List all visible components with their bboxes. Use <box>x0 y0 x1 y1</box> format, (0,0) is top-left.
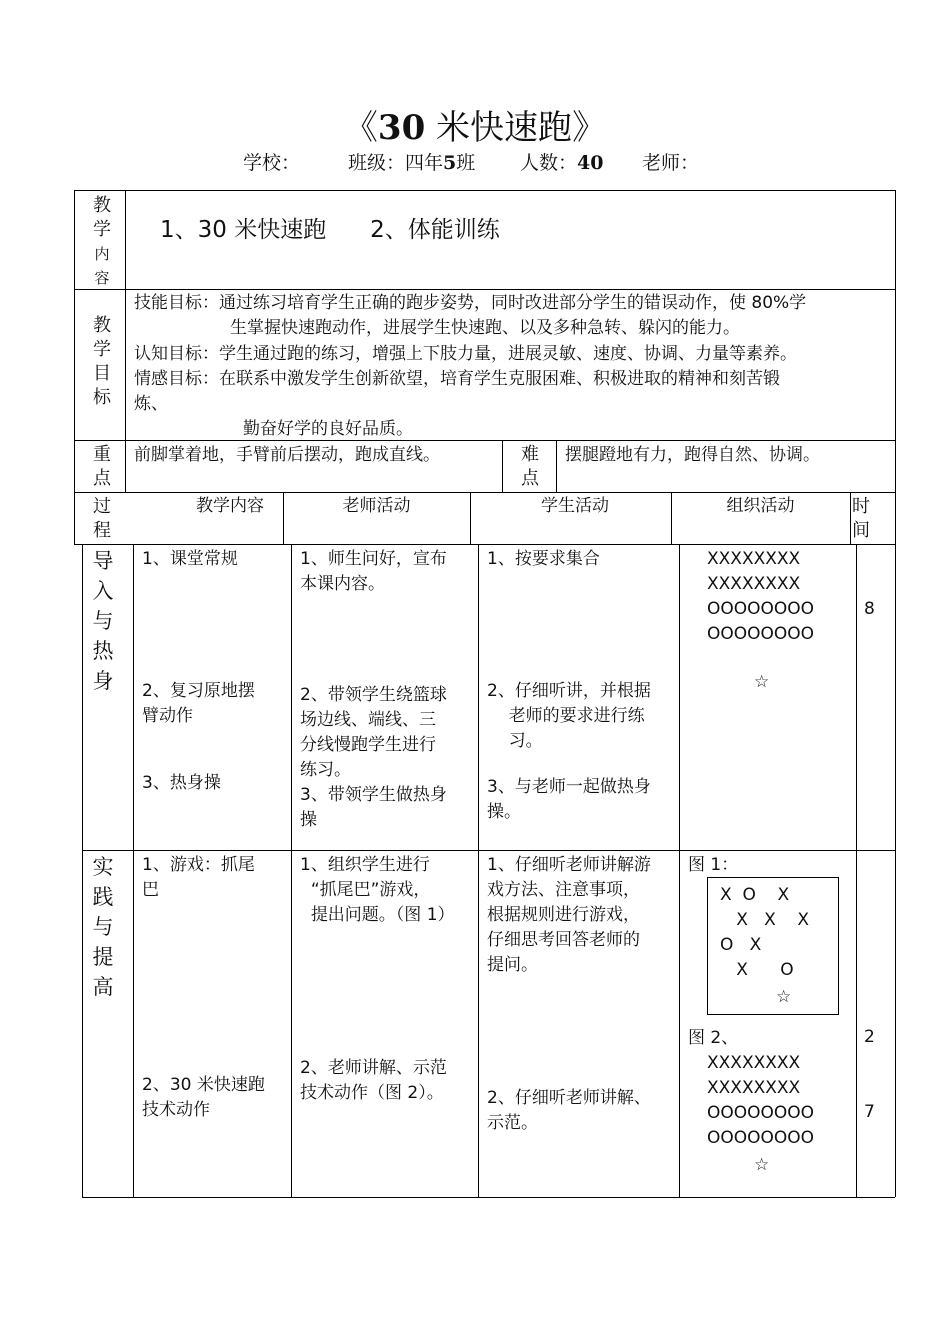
section1-content-1: 1、课堂常规 <box>142 549 238 569</box>
section1-teacher-1: 1、师生问好，宣布 本课内容。 <box>300 549 447 594</box>
goals-row-label <box>84 314 120 410</box>
label-char: 重 <box>93 444 111 465</box>
grid-line <box>74 440 895 441</box>
count-info <box>520 148 603 175</box>
count-value: 40 <box>577 152 604 174</box>
grid-line <box>679 544 680 1197</box>
figure1-row: X O <box>720 960 794 980</box>
skill-goal-line2: 生掌握快速跑动作，进展学生快速跑、以及多种急转、躲闪的能力。 <box>230 318 740 338</box>
figure2-row: XXXXXXXX <box>707 1053 801 1073</box>
grid-line <box>502 440 503 492</box>
grid-line <box>74 492 895 493</box>
section2-label <box>86 852 120 1002</box>
figure1-label: 图 1： <box>688 855 739 875</box>
grid-line <box>895 544 896 1197</box>
grid-line <box>74 289 895 290</box>
skill-goal-line1: 技能目标：通过练习培育学生正确的跑步姿势，同时改进部分学生的错误动作，使 80%学 <box>134 293 807 313</box>
label-char: 学 <box>93 339 111 360</box>
page-title <box>0 100 950 149</box>
grid-line <box>82 544 83 1197</box>
section1-student-3: 3、与老师一起做热身 操。 <box>487 777 651 822</box>
teacher-star-icon: ☆ <box>754 1155 770 1175</box>
label-char: 身 <box>92 669 114 693</box>
col-header-process <box>84 495 120 543</box>
label-char: 实 <box>92 855 114 879</box>
label-char: 点 <box>521 468 539 489</box>
grid-line <box>133 544 134 1197</box>
emotional-goal-line1: 情感目标：在联系中激发学生创新欲望，培育学生克服困难、积极进取的精神和刻苦锻 <box>134 369 780 389</box>
label-char: 践 <box>92 885 114 909</box>
label-char: 目 <box>93 363 111 384</box>
count-label: 人数： <box>520 152 578 174</box>
grid-line <box>478 544 479 1197</box>
label-char: 时 <box>852 496 870 517</box>
label-char: 容 <box>94 269 110 287</box>
figure1-row: O X <box>720 935 762 955</box>
label-char: 内 <box>94 245 110 263</box>
section1-formation-row: XXXXXXXX <box>707 549 801 569</box>
label-char: 入 <box>92 579 114 603</box>
section1-student-2: 2、仔细听讲，并根据 老师的要求进行练 习。 <box>487 681 651 751</box>
col-header-content: 教学内容 <box>196 496 264 516</box>
section2-content-1: 1、游戏：抓尾 巴 <box>142 855 255 900</box>
figure1-row: X X X <box>720 910 809 930</box>
label-char: 提 <box>92 945 114 969</box>
grid-line <box>556 440 557 492</box>
teacher-label: 老师： <box>642 152 700 174</box>
section2-time <box>864 975 875 1150</box>
content-row-text: 1、30 米快速跑 2、体能训练 <box>160 217 500 243</box>
section1-time: 8 <box>864 599 875 619</box>
label-char: 热 <box>92 639 114 663</box>
section1-content-2: 2、复习原地摆 臂动作 <box>142 681 255 726</box>
teacher-star-icon: ☆ <box>776 987 792 1007</box>
grid-line <box>125 190 126 492</box>
figure2-row: OOOOOOOO <box>707 1128 815 1148</box>
section1-content-3: 3、热身操 <box>142 773 221 793</box>
time-digit: 7 <box>864 1102 875 1122</box>
section1-teacher-2: 2、带领学生绕篮球 场边线、端线、三 分线慢跑学生进行 练习。 3、带领学生做热身 操 <box>300 685 447 830</box>
class-num: 5 <box>443 152 457 174</box>
label-char: 点 <box>93 468 111 489</box>
section2-teacher-1: 1、组织学生进行 “抓尾巴”游戏， 提出问题。（图 1） <box>300 855 455 925</box>
section1-label <box>86 546 120 696</box>
class-suffix: 班 <box>456 152 476 174</box>
class-label: 班级：四年 <box>348 152 444 174</box>
section1-formation-row: OOOOOOOO <box>707 599 815 619</box>
label-char: 过 <box>93 496 111 517</box>
section2-student-2: 2、仔细听老师讲解、 示范。 <box>487 1088 651 1133</box>
section1-formation-row: OOOOOOOO <box>707 624 815 644</box>
emotional-goal-line3: 勤奋好学的良好品质。 <box>243 419 413 439</box>
difficulty-text: 摆腿蹬地有力，跑得自然、协调。 <box>565 445 820 465</box>
class-info <box>348 148 475 175</box>
label-char: 程 <box>93 520 111 541</box>
grid-line <box>856 544 857 1197</box>
grid-line <box>74 544 895 545</box>
title-open: 《 <box>343 108 378 148</box>
key-point-label <box>84 443 120 491</box>
col-header-time <box>852 495 880 543</box>
grid-line <box>850 492 851 544</box>
label-char: 学 <box>93 219 111 240</box>
figure2-label: 图 2、 <box>688 1028 739 1048</box>
figure1-row: X O X <box>720 885 790 905</box>
cognitive-goal: 认知目标：学生通过跑的练习，增强上下肢力量，进展灵敏、速度、协调、力量等素养。 <box>134 344 797 364</box>
section1-student-1: 1、按要求集合 <box>487 549 600 569</box>
grid-line <box>895 190 896 544</box>
label-char: 标 <box>93 387 111 408</box>
label-char: 高 <box>92 975 114 999</box>
difficulty-label <box>510 443 550 491</box>
section2-content-2: 2、30 米快速跑 技术动作 <box>142 1075 265 1120</box>
col-header-student: 学生活动 <box>541 496 609 516</box>
col-header-org: 组织活动 <box>726 496 795 516</box>
grid-line <box>291 544 292 1197</box>
grid-line <box>74 190 895 191</box>
figure2-row: XXXXXXXX <box>707 1078 801 1098</box>
label-char: 与 <box>92 609 114 633</box>
title-text: 米快速跑 <box>425 108 573 148</box>
figure2-row: OOOOOOOO <box>707 1103 815 1123</box>
grid-line <box>74 190 75 544</box>
title-num: 30 <box>377 108 426 148</box>
title-close: 》 <box>572 108 607 148</box>
section2-student-1: 1、仔细听老师讲解游 戏方法、注意事项， 根据规则进行游戏， 仔细思考回答老师的 提问。 <box>487 855 651 975</box>
label-char: 教 <box>93 195 111 216</box>
grid-line <box>82 1197 895 1198</box>
col-header-teacher: 老师活动 <box>342 496 411 516</box>
key-point-text: 前脚掌着地，手臂前后摆动，跑成直线。 <box>134 445 440 465</box>
time-digit: 2 <box>864 1027 875 1047</box>
label-char: 间 <box>852 520 870 541</box>
school-label: 学校： <box>243 152 301 174</box>
teacher-star-icon: ☆ <box>754 672 770 692</box>
label-char: 难 <box>521 444 539 465</box>
label-char: 导 <box>92 549 114 573</box>
grid-line <box>82 850 895 851</box>
label-char: 与 <box>92 915 114 939</box>
section1-formation-row: XXXXXXXX <box>707 574 801 594</box>
section2-teacher-2: 2、老师讲解、示范 技术动作（图 2）。 <box>300 1058 447 1103</box>
label-char: 教 <box>93 315 111 336</box>
emotional-goal-line2: 炼、 <box>134 394 168 414</box>
content-row-label <box>84 194 120 290</box>
